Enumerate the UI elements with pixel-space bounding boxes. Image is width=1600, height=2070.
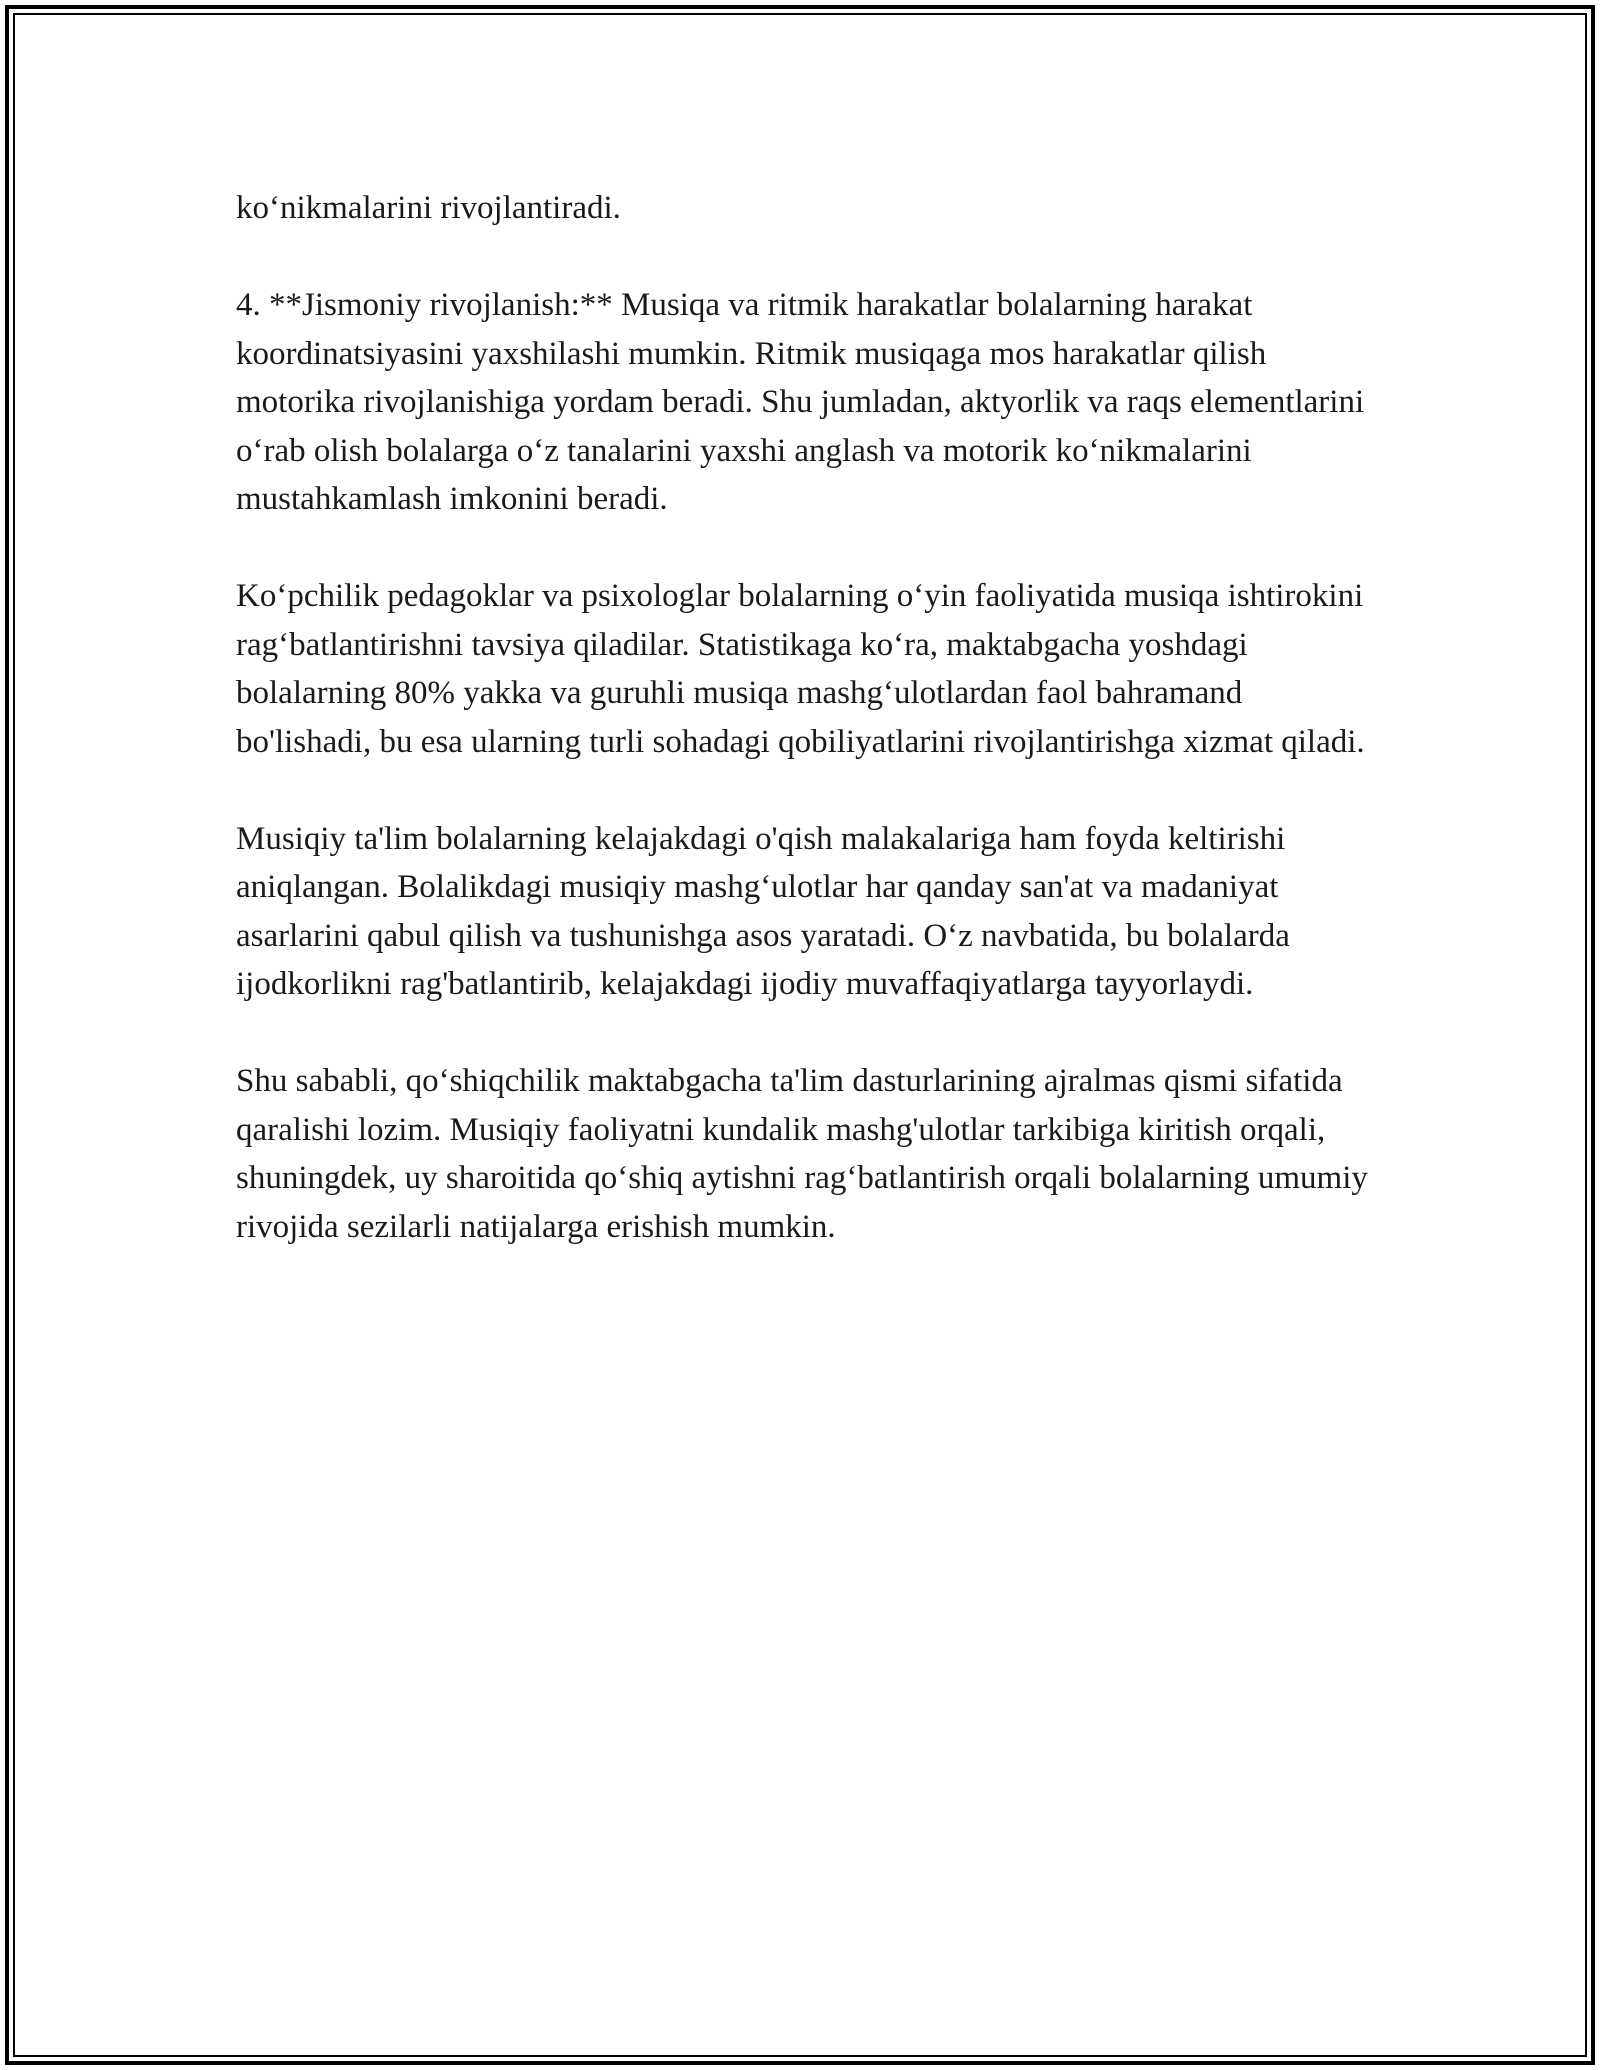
paragraph-conclusion: Shu sababli, qo‘shiqchilik maktabgacha ta'lim dasturlarining ajralmas qismi sifatida qaralishi lozim. Musiqiy faoliyatni kundalik mashg'ulotlar tarkibiga kiritish orqali, shuningdek, uy sharoitida qo‘shiq aytishni rag‘batlantirish orqali bolalarning umumiy rivojida sezilarli natijalarga erishish mumkin. (236, 1063, 1368, 1245)
paragraph-physical-development: 4. **Jismoniy rivojlanish:** Musiqa va ritmik harakatlar bolalarning harakat koordinatsiyasini yaxshilashi mumkin. Ritmik musiqaga mos harakatlar qilish motorika rivojlanishiga yordam beradi. Shu jumladan, aktyorlik va raqs elementlarini o‘rab olish bolalarga o‘z tanalarini yaxshi anglash va motorik ko‘nikmalarini mustahkamlash imkonini beradi. (236, 287, 1365, 517)
document-body (236, 184, 1376, 1251)
paragraph-music-education: Musiqiy ta'lim bolalarning kelajakdagi o'qish malakalariga ham foyda keltirishi aniqlangan. Bolalikdagi musiqiy mashg‘ulotlar har qanday san'at va madaniyat asarlarini qabul qilish va tushunishga asos yaratadi. O‘z navbatida, bu bolalarda ijodkorlikni rag'batlantirib, kelajakdagi ijodiy muvaffaqiyatlarga tayyorlaydi. (236, 820, 1290, 1002)
paragraph-continuation: ko‘nikmalarini rivojlantiradi. (236, 190, 621, 226)
paragraph-statistics: Ko‘pchilik pedagoklar va psixologlar bolalarning o‘yin faoliyatida musiqa ishtirokini rag‘batlantirishni tavsiya qiladilar. Statistikaga ko‘ra, maktabgacha yoshdagi bolalarning 80% yakka va guruhli musiqa mashg‘ulotlardan faol bahramand bo'lishadi, bu esa ularning turli sohadagi qobiliyatlarini rivojlantirishga xizmat qiladi. (236, 578, 1365, 760)
